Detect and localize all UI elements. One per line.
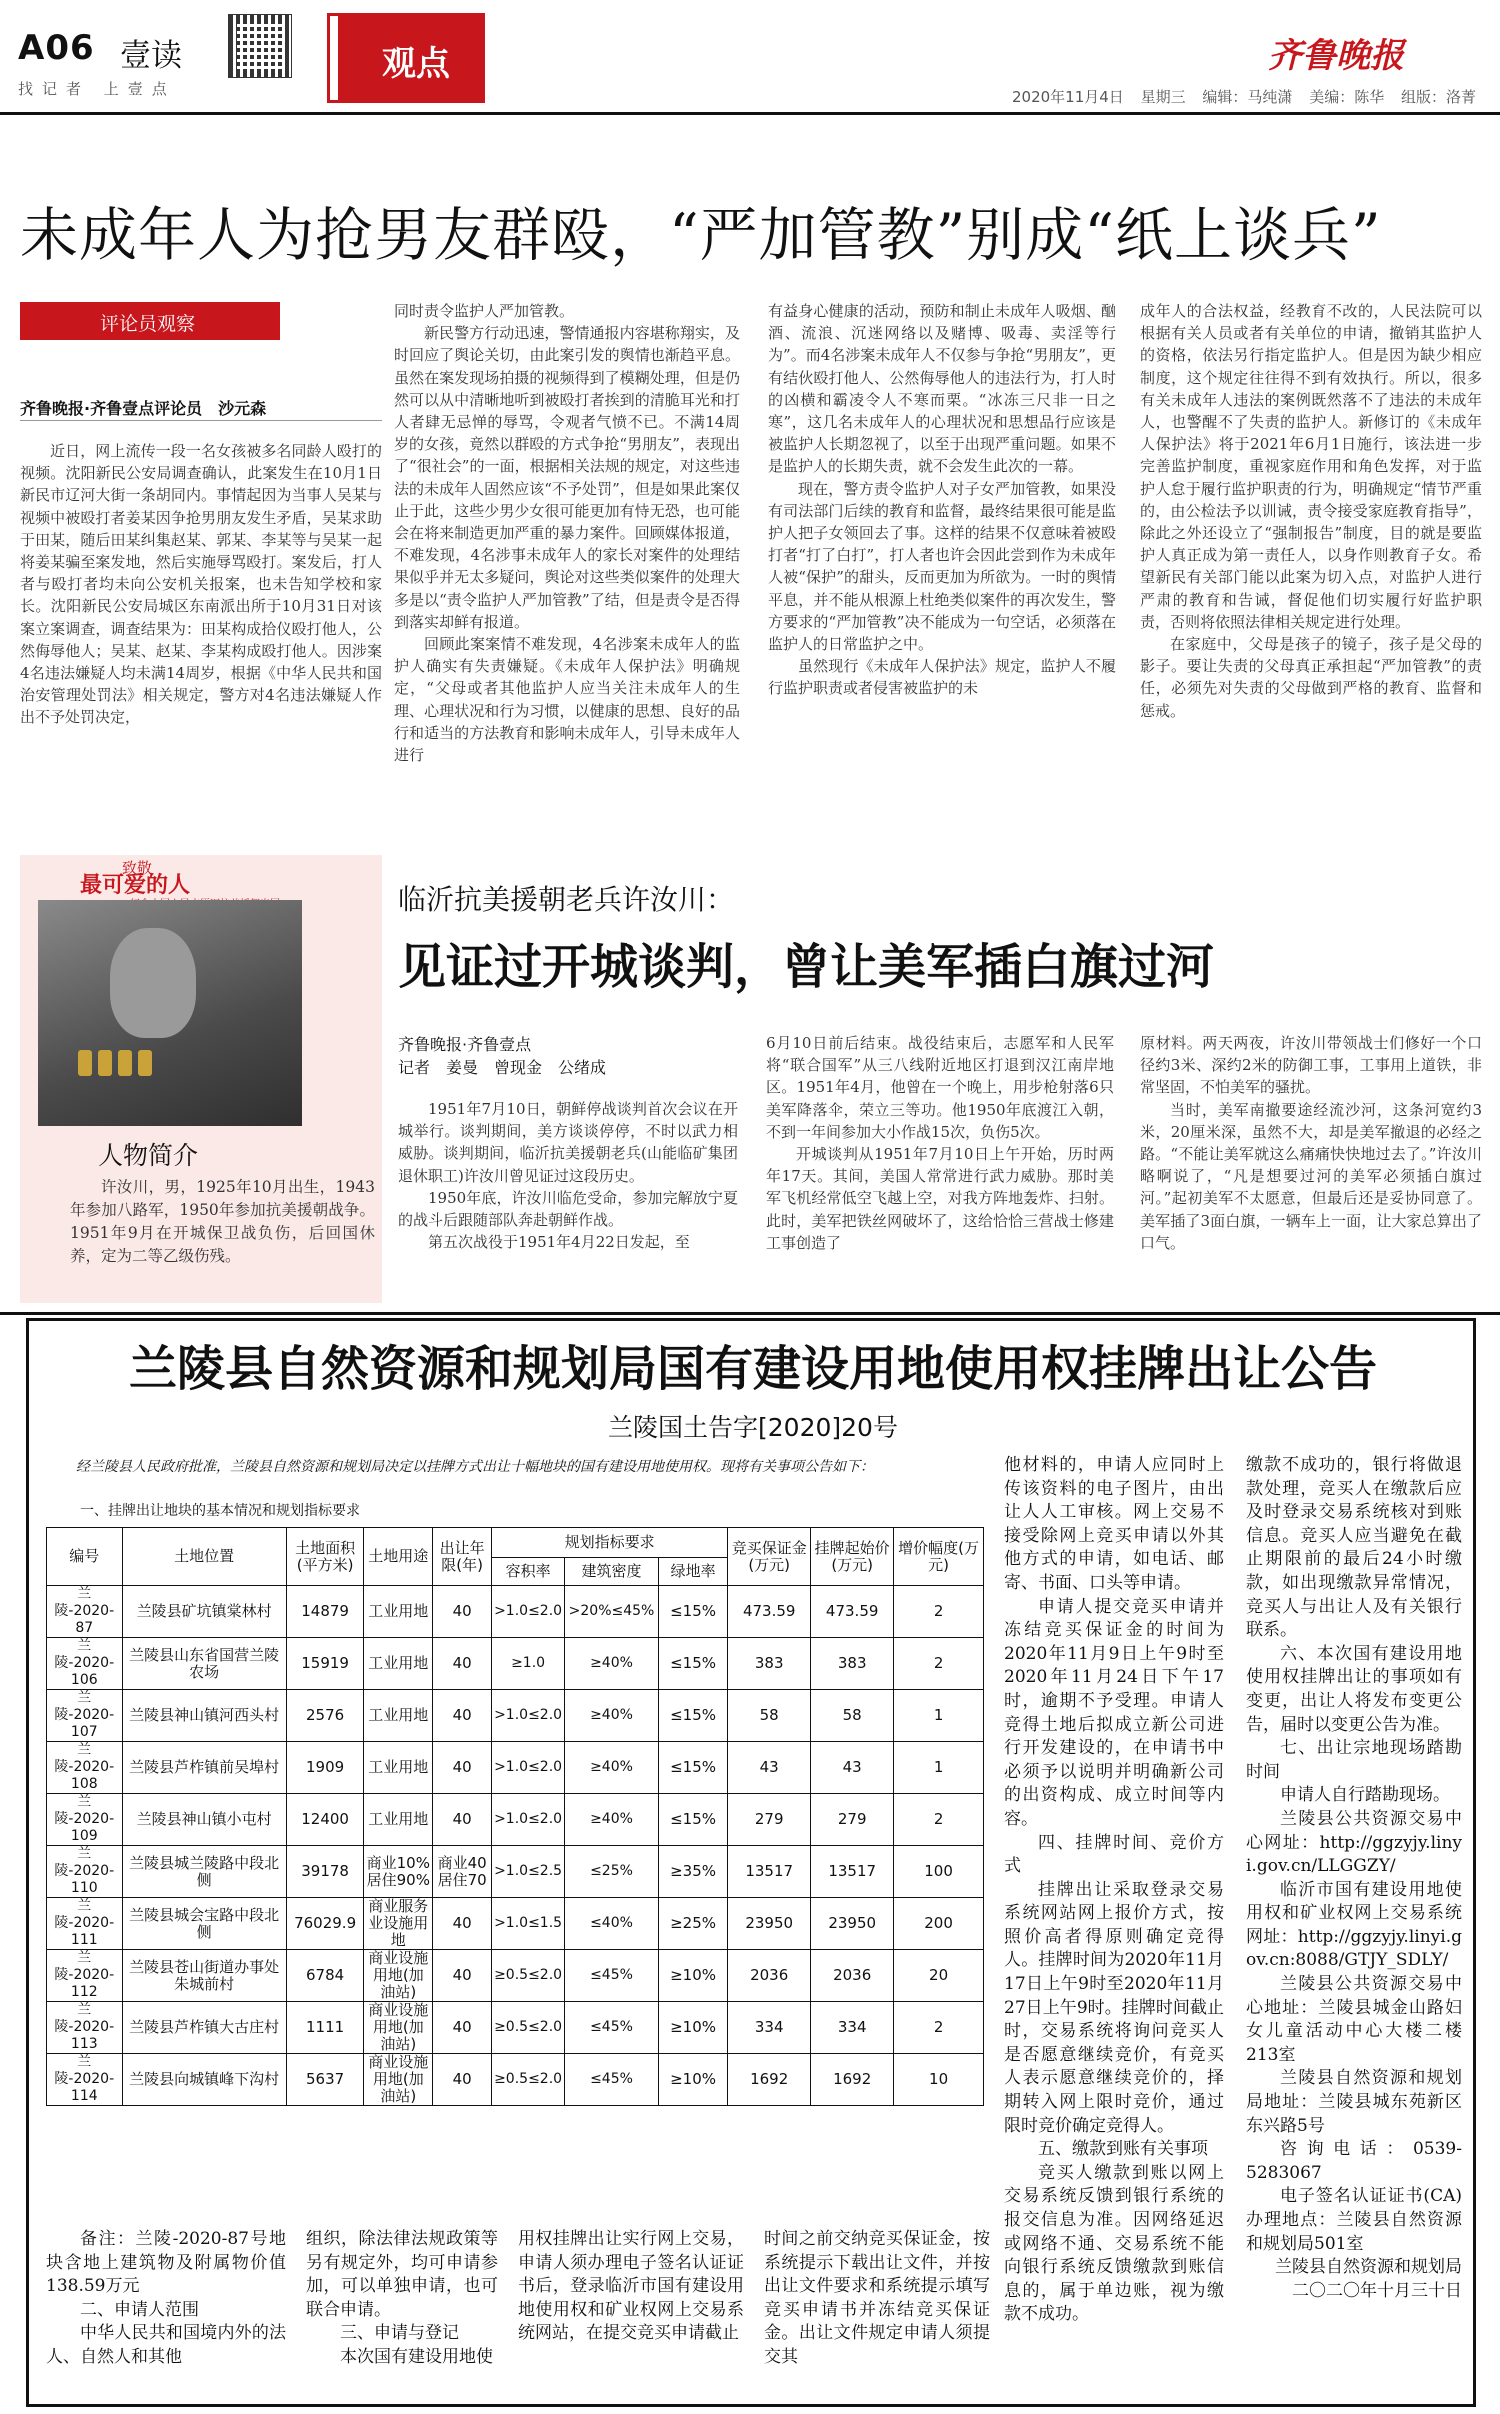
commentary-column-2: [394, 300, 740, 826]
table-cell: >1.0≤2.0: [492, 1794, 565, 1846]
paragraph: 挂牌出让采取登录交易系统网站网上报价方式，按照价高者得原则确定竞得人。挂牌时间为2020年11月17日上午9时至2020年11月27日上午9时。挂牌时间截止时，交易系统将询问竞买人是否愿意继续竞价，有竞买人表示愿意继续竞价的，择期转入网上限时竞价，通过限时竞价确定竞得人。: [1004, 1879, 1224, 2136]
table-cell: ≤15%: [658, 1586, 727, 1638]
feature-kicker: 临沂抗美援朝老兵许汝川：: [398, 883, 735, 916]
table-cell: 商业40居住70: [433, 1846, 492, 1898]
paragraph: 开城谈判从1951年7月10日上午开始，历时两年17天。其间，美国人常常进行武力威胁。那时美军飞机经常低空飞越上空，对我方阵地轰炸、扫射。此时，美军把铁丝网破坏了，这给恰恰三营战士修建工事创造了: [766, 1145, 1114, 1252]
notice-column-3: [518, 2228, 744, 2346]
commentary-label: [20, 302, 280, 340]
table-cell: 40: [433, 1586, 492, 1638]
paragraph: 虽然现行《未成年人保护法》规定，监护人不履行监护职责或者侵害被监护的未: [768, 657, 1116, 698]
feature-byline-outlet: 齐鲁晚报·齐鲁壹点: [398, 1035, 532, 1054]
notice-section-1: 一、挂牌出让地块的基本情况和规划指标要求: [80, 1503, 360, 1519]
table-cell: 23950: [811, 1898, 894, 1950]
table-cell: ≤15%: [658, 1638, 727, 1690]
table-row: [47, 1690, 984, 1742]
col-header-deposit: 竞买保证金(万元): [728, 1528, 811, 1586]
feature-column-2: [766, 1032, 1114, 1300]
table-cell: 100: [894, 1846, 984, 1898]
table-cell: 2: [894, 2002, 984, 2054]
table-cell: ≤15%: [658, 1794, 727, 1846]
table-cell: ≥0.5≤2.0: [492, 1950, 565, 2002]
commentary-label-text: 评论员观察: [100, 313, 196, 335]
paragraph[interactable]: 临沂市国有建设用地使用权和矿业权网上交易系统网址：http://ggzyjy.linyi.gov.cn:8088/GTJY_SDLY/: [1246, 1879, 1462, 1971]
table-cell: 2036: [728, 1950, 811, 2002]
page-number: A06: [18, 28, 95, 68]
medal-icon: [118, 1050, 132, 1076]
table-cell: 兰陵县苍山街道办事处朱城前村: [122, 1950, 286, 2002]
commentary-byline: 齐鲁晚报·齐鲁壹点评论员 沙元森: [20, 399, 267, 418]
paragraph: 成年人的合法权益，经教育不改的，人民法院可以根据有关人员或者有关单位的申请，撤销其监护人的资格，依法另行指定监护人。但是因为缺少相应制度，这个规定往往得不到有效执行。所以，很多有关未成年人违法的案例既然落不了违法的未成年人，也警醒不了失责的监护人。新修订的《未成年人保护法》将于2021年6月1日施行，该法进一步完善监护制度，重视家庭作用和角色发挥，对于监护人怠于履行监护职责的行为，明确规定“情节严重的，由公检法予以训诫，责令接受家庭教育指导”，除此之外还设立了“强制报告”制度，目的就是要监护人真正成为第一责任人，以身作则教育子女。希望新民有关部门能以此案为切入点，对监护人进行严肃的教育和告诫，督促他们切实履行好监护职责，否则将依照法律相关规定进行处理。: [1140, 302, 1482, 631]
table-cell: 43: [811, 1742, 894, 1794]
commentary-column-4: [1140, 300, 1482, 826]
paragraph: 电子签名认证证书(CA)办理地点：兰陵县自然资源和规划局501室: [1246, 2186, 1462, 2254]
table-cell: 兰陵-2020-87: [47, 1586, 123, 1638]
notice-intro: 经兰陵县人民政府批准，兰陵县自然资源和规划局决定以挂牌方式出让十幅地块的国有建设用地使用权。现将有关事项公告如下：: [76, 1459, 874, 1475]
parcel-table: [46, 1527, 984, 2106]
edition-editor: 编辑：马纯潇: [1202, 88, 1293, 106]
paragraph[interactable]: 兰陵县公共资源交易中心网址：http://ggzyjy.linyi.gov.cn/LLGGZY/: [1246, 1808, 1462, 1877]
paragraph: 三、申请与登记: [340, 2323, 459, 2344]
banner-title: 最可爱的人: [80, 872, 191, 898]
feature-headline[interactable]: 见证过开城谈判，曾让美军插白旗过河: [398, 939, 1215, 995]
table-cell: >1.0≤2.0: [492, 1586, 565, 1638]
paragraph: 1950年底，许汝川临危受命，参加完解放宁夏的战斗后跟随部队奔赴朝鲜作战。: [398, 1188, 738, 1230]
col-header-green: 绿地率: [658, 1558, 727, 1586]
table-row: [47, 1950, 984, 2002]
table-cell: ≤25%: [565, 1846, 659, 1898]
table-cell: 兰陵-2020-107: [47, 1690, 123, 1742]
byline-divider: [20, 420, 382, 421]
table-cell: 5637: [286, 2054, 364, 2106]
table-cell: 10: [894, 2054, 984, 2106]
edition-meta: [1012, 86, 1488, 107]
table-cell: ≥40%: [565, 1638, 659, 1690]
paragraph: 现在，警方责令监护人对子女严加管教，如果没有司法部门后续的教育和监督，最终结果很可能是监护人把子女领回去了事。这样的结果不仅意味着被殴打者“打了白打”，打人者也许会因此尝到作为未成年人被“保护”的甜头，反而更加为所欲为。一时的舆情平息，并不能从根源上杜绝类似案件的再次发生，警方要求的“严加管教”决不能成为一句空话，必须落在监护人的日常监护之中。: [768, 479, 1116, 654]
paragraph: 中华人民共和国境内外的法人、自然人和其他: [46, 2323, 286, 2367]
veteran-portrait[interactable]: [38, 900, 302, 1126]
table-cell: ≥10%: [658, 1950, 727, 2002]
table-row: [47, 1898, 984, 1950]
notice-title[interactable]: 兰陵县自然资源和规划局国有建设用地使用权挂牌出让公告: [128, 1341, 1377, 1397]
paragraph: 组织，除法律法规政策等另有规定外，均可申请参加，可以单独申请，也可联合申请。: [306, 2229, 498, 2320]
table-cell: ≥40%: [565, 1794, 659, 1846]
feature-byline-reporters: 记者 姜曼 曾现金 公绪成: [398, 1058, 607, 1077]
col-header-id: 编号: [47, 1528, 123, 1586]
table-cell: >1.0≤2.5: [492, 1846, 565, 1898]
table-cell: 15919: [286, 1638, 364, 1690]
table-cell: 商业设施用地(加油站): [364, 2054, 433, 2106]
table-cell: 兰陵县城兰陵路中段北侧: [122, 1846, 286, 1898]
table-cell: ≥0.5≤2.0: [492, 2054, 565, 2106]
table-cell: ≥1.0: [492, 1638, 565, 1690]
table-cell: 兰陵-2020-109: [47, 1794, 123, 1846]
portrait-head-shape: [110, 928, 196, 1038]
section-name: 壹读: [120, 38, 182, 74]
profile-text: 许汝川，男，1925年10月出生，1943年参加八路军，1950年参加抗美援朝战争。1951年9月在开城保卫战负伤，后回国休养，定为二等乙级伤残。: [70, 1178, 375, 1265]
commentary-column-3: [768, 300, 1116, 826]
table-cell: 334: [811, 2002, 894, 2054]
paragraph: 当时，美军南撤要途经流沙河，这条河宽约3米，20厘米深，虽然不大，却是美军撤退的必经之路。“不能让美军就这么痛痛快快地过去了。”许汝川略啊说了，“凡是想要过河的美军必须插白旗过河。”起初美军不太愿意，但最后还是妥协同意了。美军插了3面白旗，一辆车上一面，让大家总算出了口气。: [1140, 1100, 1482, 1252]
ad-divider: [0, 1312, 1500, 1315]
table-row: [47, 1846, 984, 1898]
table-cell: 20: [894, 1950, 984, 2002]
table-cell: ≤40%: [565, 1898, 659, 1950]
col-header-far: 容积率: [492, 1558, 565, 1586]
table-cell: 兰陵县矿坑镇棠林村: [122, 1586, 286, 1638]
table-cell: 商业服务业设施用地: [364, 1898, 433, 1950]
table-cell: 12400: [286, 1794, 364, 1846]
table-cell: 58: [728, 1690, 811, 1742]
table-cell: 兰陵-2020-106: [47, 1638, 123, 1690]
newspaper-logo: 齐鲁晚报: [1268, 36, 1404, 76]
table-cell: 40: [433, 1794, 492, 1846]
table-row: [47, 1586, 984, 1638]
table-row: [47, 2054, 984, 2106]
table-row: [47, 1742, 984, 1794]
paragraph: 兰陵县自然资源和规划局: [1275, 2257, 1462, 2278]
table-cell: 1692: [811, 2054, 894, 2106]
medal-icon: [98, 1050, 112, 1076]
table-cell: >1.0≤2.0: [492, 1742, 565, 1794]
table-cell: 兰陵县神山镇河西头村: [122, 1690, 286, 1742]
header-divider: [0, 112, 1500, 115]
col-header-use: 土地用途: [364, 1528, 433, 1586]
banner-kicker: 致敬: [122, 859, 153, 877]
reporter-slogan: 找记者 上壹点: [18, 80, 176, 98]
table-cell: 2036: [811, 1950, 894, 2002]
table-cell: 40: [433, 1638, 492, 1690]
qr-code-icon[interactable]: [228, 14, 292, 78]
table-cell: 58: [811, 1690, 894, 1742]
table-cell: 40: [433, 2054, 492, 2106]
table-cell: 兰陵-2020-113: [47, 2002, 123, 2054]
table-cell: 兰陵县山东省国营兰陵农场: [122, 1638, 286, 1690]
table-cell: 279: [811, 1794, 894, 1846]
table-cell: ≤45%: [565, 1950, 659, 2002]
table-cell: ≤15%: [658, 1742, 727, 1794]
table-cell: 兰陵-2020-108: [47, 1742, 123, 1794]
table-cell: ≤45%: [565, 2002, 659, 2054]
table-cell: 兰陵县神山镇小屯村: [122, 1794, 286, 1846]
table-cell: 工业用地: [364, 1586, 433, 1638]
table-cell: 279: [728, 1794, 811, 1846]
table-cell: 工业用地: [364, 1742, 433, 1794]
table-cell: 473.59: [811, 1586, 894, 1638]
col-header-start-price: 挂牌起始价(万元): [811, 1528, 894, 1586]
table-cell: 工业用地: [364, 1794, 433, 1846]
table-cell: 兰陵-2020-111: [47, 1898, 123, 1950]
paragraph: 缴款不成功的，银行将做退款处理，竞买人在缴款后应及时登录交易系统核对到账信息。竞买人应当避免在截止期限前的最后24小时缴款，如出现缴款异常情况，竞买人与出让人及有关银行联系。: [1246, 1455, 1462, 1641]
table-cell: 兰陵县向城镇峰下沟村: [122, 2054, 286, 2106]
table-cell: ≥10%: [658, 2002, 727, 2054]
table-cell: >1.0≤1.5: [492, 1898, 565, 1950]
table-cell: 200: [894, 1898, 984, 1950]
table-cell: 商业设施用地(加油站): [364, 1950, 433, 2002]
table-cell: 13517: [811, 1846, 894, 1898]
table-cell: 工业用地: [364, 1690, 433, 1742]
table-cell: 1: [894, 1742, 984, 1794]
paragraph: 备注：兰陵-2020-87号地块含地上建筑物及附属物价值138.59万元: [46, 2229, 286, 2297]
table-cell: >1.0≤2.0: [492, 1690, 565, 1742]
paragraph: 同时责令监护人严加管教。: [394, 302, 575, 320]
edition-designer: 美编：陈华: [1309, 88, 1385, 106]
table-cell: 6784: [286, 1950, 364, 2002]
col-header-planning: 规划指标要求: [492, 1528, 728, 1558]
paragraph: 有益身心健康的活动，预防和制止未成年人吸烟、酗酒、流浪、沉迷网络以及赌博、吸毒、卖淫等行为”。而4名涉案未成年人不仅参与争抢“男朋友”，更有结伙殴打他人、公然侮辱他人的违法行为，打人时的凶横和霸凌令人不寒而栗。“冰冻三尺非一日之寒”，这几名未成年人的心理状况和思想品行应该是被监护人长期忽视了，以至于出现严重问题。如果不是监护人的长期失责，就不会发生此次的一幕。: [768, 302, 1116, 476]
table-cell: ≥25%: [658, 1898, 727, 1950]
table-cell: 2576: [286, 1690, 364, 1742]
table-cell: 1111: [286, 2002, 364, 2054]
table-cell: 23950: [728, 1898, 811, 1950]
table-cell: 2: [894, 1586, 984, 1638]
table-cell: 1692: [728, 2054, 811, 2106]
table-cell: ≥40%: [565, 1690, 659, 1742]
table-row: [47, 2002, 984, 2054]
paragraph: 竞买人缴款到账以网上交易系统反馈到银行系统的报交信息为准。因网络延迟或网络不通、交易系统不能向银行系统反馈缴款到账信息的，属于单边账，视为缴款不成功。: [1004, 2162, 1224, 2325]
table-cell: 473.59: [728, 1586, 811, 1638]
paragraph: 用权挂牌出让实行网上交易，申请人须办理电子签名认证证书后，登录临沂市国有建设用地使用权和矿业权网上交易系统网站，在提交竞买申请截止: [518, 2229, 744, 2344]
table-cell: 40: [433, 1690, 492, 1742]
table-cell: 1909: [286, 1742, 364, 1794]
table-cell: 2: [894, 1638, 984, 1690]
paragraph: 四、挂牌时间、竞价方式: [1004, 1832, 1224, 1877]
table-cell: 商业10%居住90%: [364, 1846, 433, 1898]
table-cell: 39178: [286, 1846, 364, 1898]
feature-column-1: [398, 1098, 738, 1300]
column-tag: [330, 16, 482, 100]
notice-column-6: [1246, 1454, 1462, 2303]
table-cell: 兰陵-2020-114: [47, 2054, 123, 2106]
paragraph: 申请人提交竞买申请并冻结竞买保证金的时间为2020年11月9日上午9时至2020年11月24日下午17时，逾期不予受理。申请人竞得土地后拟成立新公司进行开发建设的，在申请书中必须予以说明并明确新公司的出资构成、成立时间等内容。: [1004, 1596, 1224, 1829]
paragraph: 6月10日前后结束。战役结束后，志愿军和人民军将“联合国军”从三八线附近地区打退到汉江南岸地区。1951年4月，他曾在一个晚上，用步枪射落6只美军降落伞，荣立三等功。他1950年底渡江入朝，不到一年间参加大小作战15次，负伤5次。: [766, 1034, 1114, 1141]
feature-column-3: [1140, 1032, 1482, 1300]
table-cell: 商业设施用地(加油站): [364, 2002, 433, 2054]
notice-number: 兰陵国土告字[2020]20号: [608, 1413, 898, 1442]
table-cell: 383: [728, 1638, 811, 1690]
paragraph: 咨询电话：0539-5283067: [1246, 2139, 1462, 2183]
table-cell: ≥35%: [658, 1846, 727, 1898]
col-header-increment: 增价幅度(万元): [894, 1528, 984, 1586]
table-cell: 1: [894, 1690, 984, 1742]
paragraph: 二、申请人范围: [80, 2299, 199, 2320]
table-cell: 334: [728, 2002, 811, 2054]
paragraph: 本次国有建设用地使: [340, 2346, 493, 2367]
notice-column-4: [764, 2228, 990, 2370]
paragraph: 二〇二〇年十月三十日: [1292, 2280, 1462, 2301]
table-cell: ≥10%: [658, 2054, 727, 2106]
paragraph: 新民警方行动迅速，警情通报内容堪称翔实，及时回应了舆论关切，由此案引发的舆情也渐趋平息。虽然在案发现场拍摄的视频得到了模糊处理，但是仍然可以从中清晰地听到被殴打者挨到的清脆耳光和打人者肆无忌惮的辱骂，令观者气愤不已。不满14周岁的女孩，竟然以群殴的方式争抢“男朋友”，表现出了“很社会”的一面，根据相关法规的规定，对这些违法的未成年人固然应该“不予处罚”，但是如果此案仅止于此，这些少男少女很可能更加有恃无恐，也可能会在将来制造更加严重的暴力案件。回顾媒体报道，不难发现，4名涉事未成年人的家长对案件的处理结果似乎并无太多疑问，舆论对这些类似案件的处理大多是以“责令监护人严加管教”了结，但是责令是否得到落实却鲜有报道。: [394, 324, 740, 631]
table-cell: 14879: [286, 1586, 364, 1638]
table-cell: 兰陵-2020-110: [47, 1846, 123, 1898]
table-cell: 兰陵县芦柞镇前吴埠村: [122, 1742, 286, 1794]
paragraph: 兰陵县自然资源和规划局地址：兰陵县城东苑新区东兴路5号: [1246, 2068, 1462, 2136]
col-header-years: 出让年限(年): [433, 1528, 492, 1586]
profile-title: 人物简介: [98, 1141, 199, 1170]
edition-date: 2020年11月4日: [1012, 88, 1124, 106]
table-cell: 40: [433, 1950, 492, 2002]
article-headline[interactable]: 未成年人为抢男友群殴，“严加管教”别成“纸上谈兵”: [20, 201, 1382, 269]
col-header-location: 土地位置: [122, 1528, 286, 1586]
notice-column-2: [306, 2228, 498, 2370]
table-cell: ≥40%: [565, 1742, 659, 1794]
paragraph: 七、出让宗地现场踏勘时间: [1246, 1738, 1462, 1782]
medal-icon: [138, 1050, 152, 1076]
table-cell: ≥0.5≤2.0: [492, 2002, 565, 2054]
table-cell: 76029.9: [286, 1898, 364, 1950]
paragraph: 原材料。两天两夜，许汝川带领战士们修好一个口径约3米、深约2米的防御工事，工事用上道铁，非常坚固，不怕美军的骚扰。: [1140, 1034, 1482, 1097]
col-header-density: 建筑密度: [565, 1558, 659, 1586]
table-cell: 40: [433, 2002, 492, 2054]
table-cell: 43: [728, 1742, 811, 1794]
notice-column-1: [46, 2228, 286, 2370]
table-cell: 兰陵-2020-112: [47, 1950, 123, 2002]
column-tag-label: 观点: [382, 44, 450, 84]
table-cell: ≤45%: [565, 2054, 659, 2106]
paragraph: 在家庭中，父母是孩子的镜子，孩子是父母的影子。要让失责的父母真正承担起“严加管教”的责任，必须先对失责的父母做到严格的教育、监督和惩戒。: [1140, 635, 1482, 720]
paragraph: 时间之前交纳竞买保证金，按系统提示下载出让文件，并按出让文件要求和系统提示填写竞买申请书并冻结竞买保证金。出让文件规定申请人须提交其: [764, 2229, 990, 2367]
table-cell: 40: [433, 1898, 492, 1950]
table-cell: 工业用地: [364, 1638, 433, 1690]
commentary-column-1: [20, 440, 382, 826]
table-cell: >20%≤45%: [565, 1586, 659, 1638]
table-cell: ≤15%: [658, 1690, 727, 1742]
table-cell: 383: [811, 1638, 894, 1690]
col-header-area: 土地面积(平方米): [286, 1528, 364, 1586]
edition-proofreader: 组版：洛菁: [1400, 88, 1476, 106]
table-row: [47, 1794, 984, 1846]
paragraph: 申请人自行踏勘现场。: [1280, 1785, 1450, 1806]
paragraph: 回顾此案案情不难发现，4名涉案未成年人的监护人确实有失责嫌疑。《未成年人保护法》明确规定，“父母或者其他监护人应当关注未成年人的生理、心理状况和行为习惯，以健康的思想、良好的品行和适当的方法教育和影响未成年人，引导未成年人进行: [394, 635, 740, 765]
paragraph: 第五次战役于1951年4月22日发起，至: [428, 1233, 690, 1252]
paragraph: 六、本次国有建设用地使用权挂牌出让的事项如有变更，出让人将发布变更公告，届时以变更公告为准。: [1246, 1643, 1462, 1735]
table-row: [47, 1638, 984, 1690]
table-cell: 兰陵县芦柞镇大古庄村: [122, 2002, 286, 2054]
edition-weekday: 星期三: [1140, 88, 1186, 106]
table-cell: 13517: [728, 1846, 811, 1898]
medal-icon: [78, 1050, 92, 1076]
table-cell: 兰陵县城会宝路中段北侧: [122, 1898, 286, 1950]
notice-column-5: [1004, 1454, 1224, 2327]
paragraph: 近日，网上流传一段一名女孩被多名同龄人殴打的视频。沈阳新民公安局调查确认，此案发生在10月1日新民市辽河大街一条胡同内。事情起因为当事人吴某与视频中被殴打者姜某因争抢男朋友发生矛盾，吴某求助于田某，随后田某纠集赵某、郭某、李某等与吴某一起将姜某骗至案发地，然后实施辱骂殴打。案发后，打人者与殴打者均未向公安机关报案，也未告知学校和家长。沈阳新民公安局城区东南派出所于10月31日对该案立案调查，调查结果为：田某构成拾仪殴打他人，公然侮辱他人；吴某、赵某、李某构成殴打他人。因涉案4名违法嫌疑人均未满14周岁，根据《中华人民共和国治安管理处罚法》相关规定，警方对4名违法嫌疑人作出不予处罚决定，: [20, 442, 382, 727]
paragraph: 他材料的，申请人应同时上传该资料的电子图片，由出让人人工审核。网上交易不接受除网上竞买申请以外其他方式的申请，如电话、邮寄、书面、口头等申请。: [1004, 1455, 1224, 1593]
table-cell: 40: [433, 1742, 492, 1794]
paragraph: 五、缴款到账有关事项: [1038, 2139, 1208, 2160]
paragraph: 兰陵县公共资源交易中心地址：兰陵县城金山路妇女儿童活动中心大楼二楼213室: [1246, 1974, 1462, 2065]
table-cell: 2: [894, 1794, 984, 1846]
paragraph: 1951年7月10日，朝鲜停战谈判首次会议在开城举行。谈判期间，美方谈谈停停，不时以武力相威胁。谈判期间，临沂抗美援朝老兵(山能临矿集团退休职工)许汝川曾见证过这段历史。: [398, 1100, 738, 1185]
